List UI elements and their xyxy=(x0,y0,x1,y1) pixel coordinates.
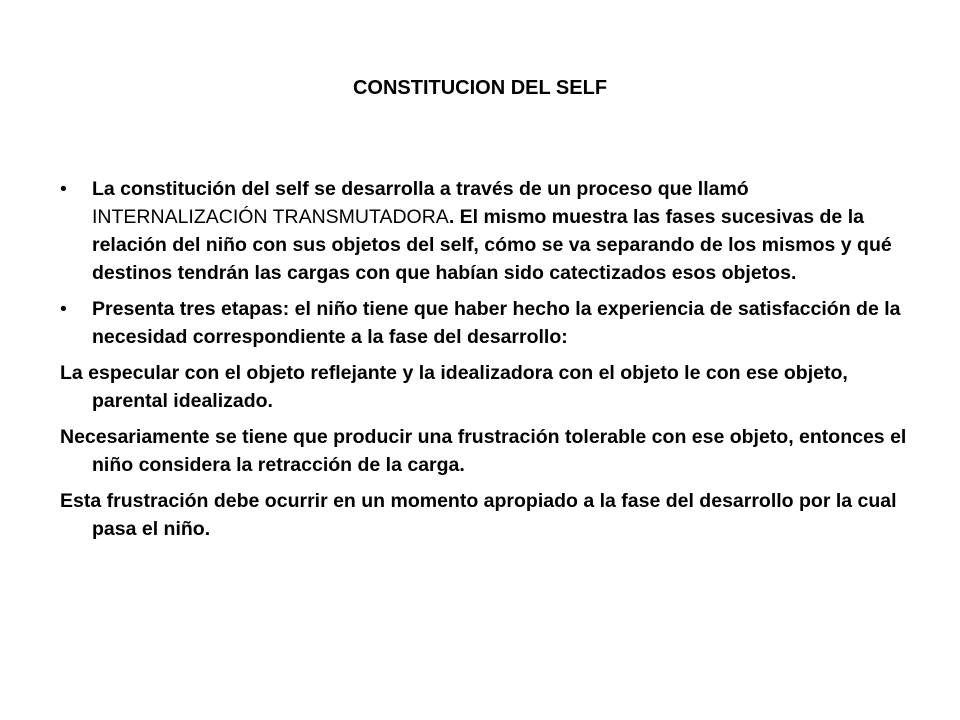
paragraph: La especular con el objeto reflejante y la idealizadora con el objeto le con ese objeto, parental idealizado. xyxy=(60,362,848,412)
bullet-dot-icon: • xyxy=(60,178,67,200)
bullet-item xyxy=(60,175,920,287)
bullet-text-emphasis: INTERNALIZACIÓN TRANSMUTADORA xyxy=(92,206,449,228)
bullet-text: Presenta tres etapas: el niño tiene que haber hecho la experiencia de satisfacción de la necesidad correspondiente a la fase del desarrollo: xyxy=(92,298,901,348)
bullet-dot-icon: • xyxy=(60,298,67,320)
bullet-text-lead: La constitución del self se desarrolla a través de un proceso que llamó xyxy=(92,178,749,200)
slide-title: CONSTITUCION DEL SELF xyxy=(352,77,608,99)
paragraph: Esta frustración debe ocurrir en un momento apropiado a la fase del desarrollo por la cual pasa el niño. xyxy=(60,490,897,540)
paragraph: Necesariamente se tiene que producir una frustración tolerable con ese objeto, entonces el niño considera la retracción de la carga. xyxy=(60,426,907,476)
bullet-text-tail: . El mismo muestra las fases sucesivas de la relación del niño con sus objetos del self, cómo se va separando de los mismos y qué destinos tendrán las cargas con que habían sido catectizados esos objetos. xyxy=(92,206,892,284)
slide-body xyxy=(60,175,920,551)
bullet-item xyxy=(60,295,920,351)
